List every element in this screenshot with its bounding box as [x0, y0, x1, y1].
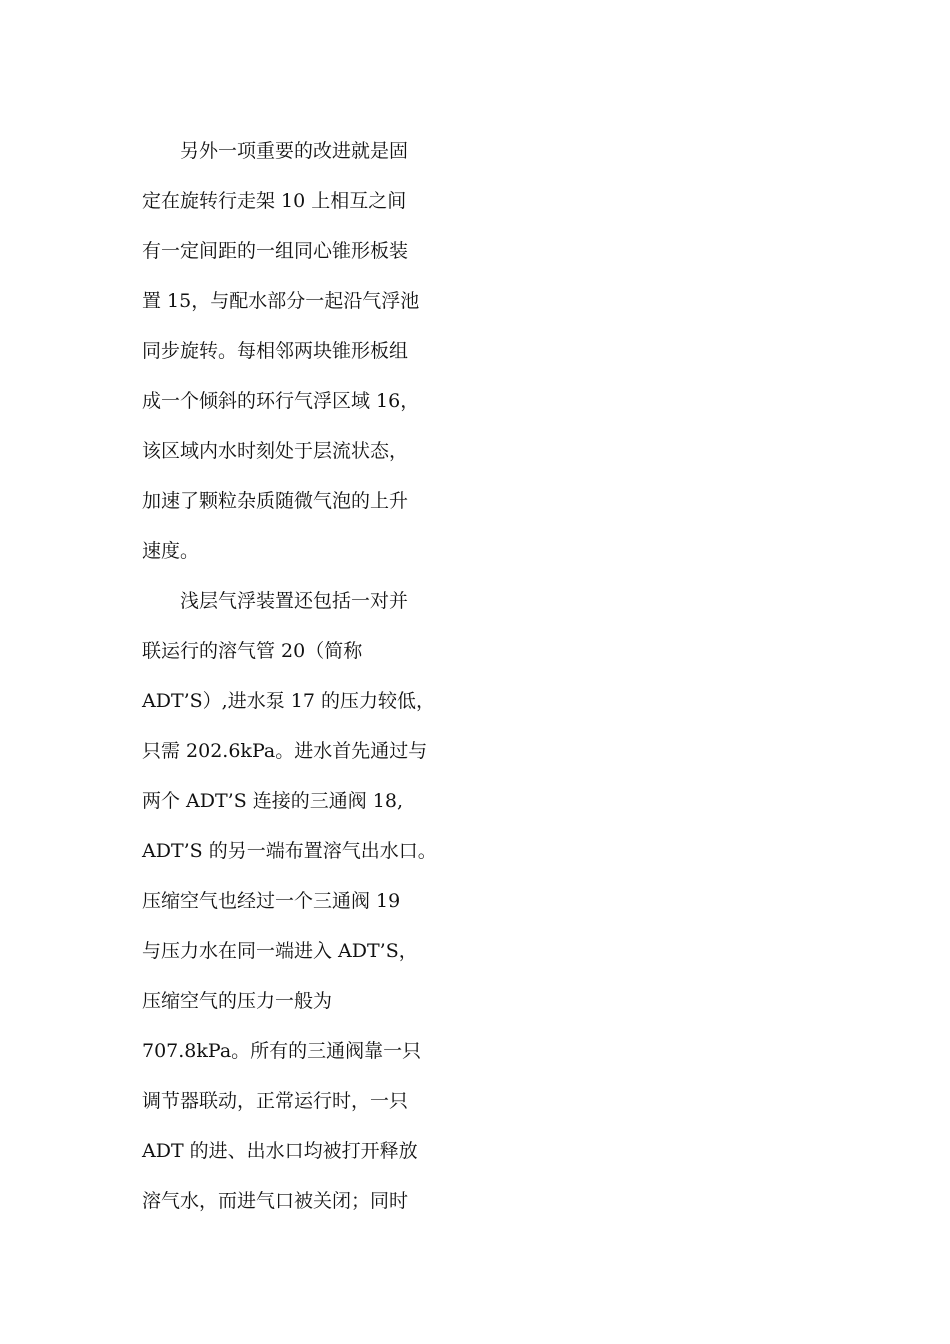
text-line: 与压力水在同一端进入 ADT’S， [142, 940, 418, 962]
text-line: 同步旋转。每相邻两块锥形板组 [142, 340, 409, 362]
text-line: 两个 ADT’S 连接的三通阀 18, [142, 790, 404, 812]
paragraph-1 [142, 134, 432, 584]
text-line: 加速了颗粒杂质随微气泡的上升 [142, 490, 409, 512]
text-line: 浅层气浮装置还包括一对并 [180, 590, 409, 612]
document-text [142, 134, 437, 1234]
text-line: 成一个倾斜的环行气浮区域 16， [142, 390, 420, 412]
text-line: 速度。 [142, 540, 200, 562]
text-line: 该区域内水时刻处于层流状态， [142, 440, 409, 462]
text-line: 另外一项重要的改进就是固 [180, 140, 409, 162]
text-line: ADT’S 的另一端布置溶气出水口。 [142, 840, 437, 862]
text-line: 置 15，与配水部分一起沿气浮池 [142, 290, 420, 312]
text-line: 只需 202.6kPa。进水首先通过与 [142, 740, 428, 762]
text-line: 溶气水，而进气口被关闭；同时 [142, 1190, 409, 1212]
text-line: 有一定间距的一组同心锥形板装 [142, 240, 409, 262]
paragraph-2 [142, 584, 437, 1234]
text-line: ADT 的进、出水口均被打开释放 [142, 1140, 418, 1162]
text-line: 调节器联动，正常运行时，一只 [142, 1090, 409, 1112]
text-line: ADT’S）,进水泵 17 的压力较低， [142, 690, 435, 712]
text-line: 联运行的溶气管 20（简称 [142, 640, 363, 662]
text-line: 707.8kPa。所有的三通阀靠一只 [142, 1040, 422, 1062]
text-line: 压缩空气的压力一般为 [142, 990, 333, 1012]
text-line: 压缩空气也经过一个三通阀 19 [142, 890, 401, 912]
text-line: 定在旋转行走架 10 上相互之间 [142, 190, 407, 212]
